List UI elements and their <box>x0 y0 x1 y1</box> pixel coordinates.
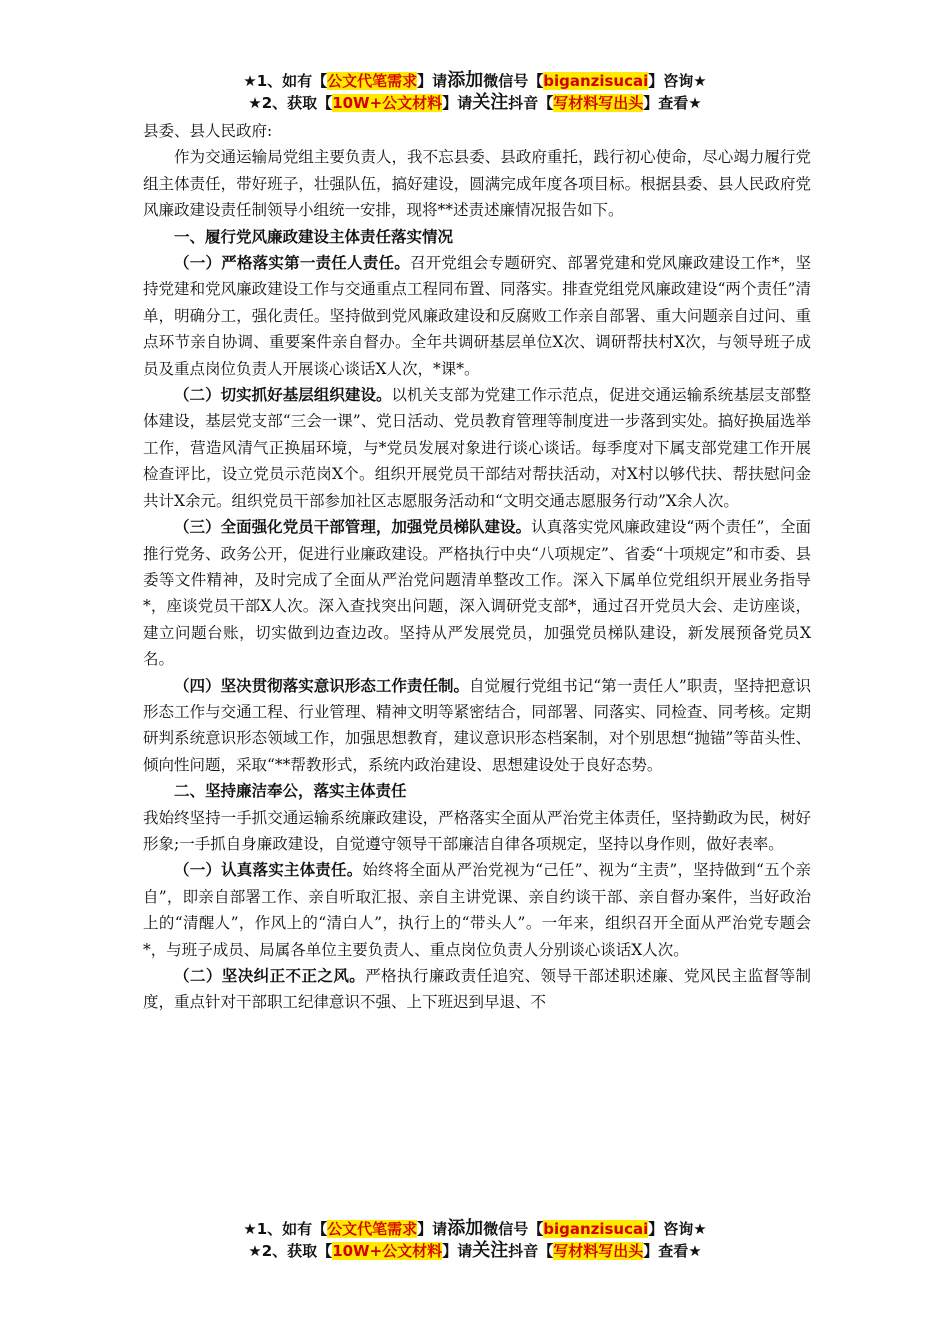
wechat-id: biganzisucai <box>543 72 649 90</box>
paragraph-lead: （一）认真落实主体责任。 <box>174 860 363 880</box>
section-heading: 二、坚持廉洁奉公，落实主体责任 <box>174 781 407 801</box>
paragraph: （一）严格落实第一责任人责任。召开党组会专题研究、部署党建和党风廉政建设工作*，坚持党建和党风廉政建设工作与交通重点工程同布置、同落实。排查党组党风廉政建设“两个责任”清单，明确分工，强化责任。坚持做到党风廉政建设和反腐败工作亲自部署、重大问题亲自过问、重点环节亲自协调、重要案件亲自督办。全年共调研基层单位X次、调研帮扶村X次，与领导班子成员及重点岗位负责人开展谈心谈话X人次，*课*。 <box>143 253 811 378</box>
promo-line-1: ★1、如有【公文代笔需求】请添加微信号【biganzisucai】咨询★ <box>243 1218 707 1239</box>
promo-banner-top <box>0 70 950 114</box>
promo-banner-bottom <box>0 1218 950 1262</box>
paragraph-lead: （四）坚决贯彻落实意识形态工作责任制。 <box>174 675 470 695</box>
paragraph: （三）全面强化党员干部管理，加强党员梯队建设。认真落实党风廉政建设“两个责任”，全面推行党务、政务公开，促进行业廉政建设。严格执行中央“八项规定”、省委“十项规定”和市委、县委等文件精神，及时完成了全面从严治党问题清单整改工作。深入下属单位党组织开展业务指导*，座谈党员干部X人次。深入查找突出问题，深入调研党支部*，通过召开党员大会、走访座谈，建立问题台账，切实做到边查边改。坚持从严发展党员，加强党员梯队建设，新发展预备党员X名。 <box>143 517 811 669</box>
douyin-account: 写材料写出头 <box>553 94 644 112</box>
promo-line-2: ★2、获取【10W+公文材料】请关注抖音【写材料写出头】查看★ <box>248 92 702 113</box>
paragraph: 我始终坚持一手抓交通运输系统廉政建设，严格落实全面从严治党主体责任，坚持勤政为民，树好形象;一手抓自身廉政建设，自觉遵守领导干部廉洁自律各项规定，坚持以身作则，做好表率。 <box>143 808 811 853</box>
wechat-id: biganzisucai <box>543 1220 649 1238</box>
intro-paragraph: 作为交通运输局党组主要负责人，我不忘县委、县政府重托，践行初心使命，尽心竭力履行党组主体责任，带好班子，壮强队伍，搞好建设，圆满完成年度各项目标。根据县委、县人民政府党风廉政建设责任制领导小组统一安排，现将**述责述廉情况报告如下。 <box>143 148 811 220</box>
paragraph: （二）坚决纠正不正之风。严格执行廉政责任追究、领导干部述职述廉、党风民主监督等制度，重点针对干部职工纪律意识不强、上下班迟到早退、不 <box>143 966 811 1012</box>
paragraph: （二）切实抓好基层组织建设。以机关支部为党建工作示范点，促进交通运输系统基层支部整体建设，基层党支部“三会一课”、党日活动、党员教育管理等制度进一步落到实处。搞好换届选举工作，营造风清气正换届环境，与*党员发展对象进行谈心谈话。每季度对下属支部党建工作开展检查评比，设立党员示范岗X个。组织开展党员干部结对帮扶活动，对X村以够代扶、帮扶慰问金共计X余元。组织党员干部参加社区志愿服务活动和“文明交通志愿服务行动”X余人次。 <box>143 385 811 510</box>
promo-line-1: ★1、如有【公文代笔需求】请添加微信号【biganzisucai】咨询★ <box>243 70 707 91</box>
paragraph-lead: （三）全面强化党员干部管理，加强党员梯队建设。 <box>174 517 532 537</box>
promo-highlight: 公文代笔需求 <box>327 1220 418 1238</box>
promo-highlight: 公文代笔需求 <box>327 72 418 90</box>
paragraph: （四）坚决贯彻落实意识形态工作责任制。自觉履行党组书记“第一责任人”职责，坚持把意识形态工作与交通工程、行业管理、精神文明等紧密结合，同部署、同落实、同检查、同考核。定期研判系统意识形态领域工作，加强思想教育，建议意识形态档案制，对个别思想“抛锚”等苗头性、倾向性问题，采取“**帮教形式，系统内政治建设、思想建设处于良好态势。 <box>143 675 811 774</box>
paragraph-lead: （一）严格落实第一责任人责任。 <box>174 253 410 273</box>
douyin-account: 写材料写出头 <box>553 1242 644 1260</box>
document-body <box>143 118 811 1016</box>
promo-highlight: 10W+公文材料 <box>332 1242 443 1260</box>
paragraph-lead: （二）坚决纠正不正之风。 <box>174 966 366 985</box>
section-heading: 一、履行党风廉政建设主体责任落实情况 <box>174 226 454 246</box>
salutation: 县委、县人民政府: <box>143 122 273 140</box>
paragraph: （一）认真落实主体责任。始终将全面从严治党视为“己任”、视为“主责”，坚持做到“五个亲自”，即亲自部署工作、亲自听取汇报、亲自主讲党课、亲自约谈干部、亲自督办案件，当好政治上的“清醒人”，作风上的“清白人”，执行上的“带头人”。一年来，组织召开全面从严治党专题会*，与班子成员、局属各单位主要负责人、重点岗位负责人分别谈心谈话X人次。 <box>143 860 811 959</box>
promo-line-2: ★2、获取【10W+公文材料】请关注抖音【写材料写出头】查看★ <box>248 1240 702 1261</box>
promo-highlight: 10W+公文材料 <box>332 94 443 112</box>
paragraph-lead: （二）切实抓好基层组织建设。 <box>174 385 392 405</box>
